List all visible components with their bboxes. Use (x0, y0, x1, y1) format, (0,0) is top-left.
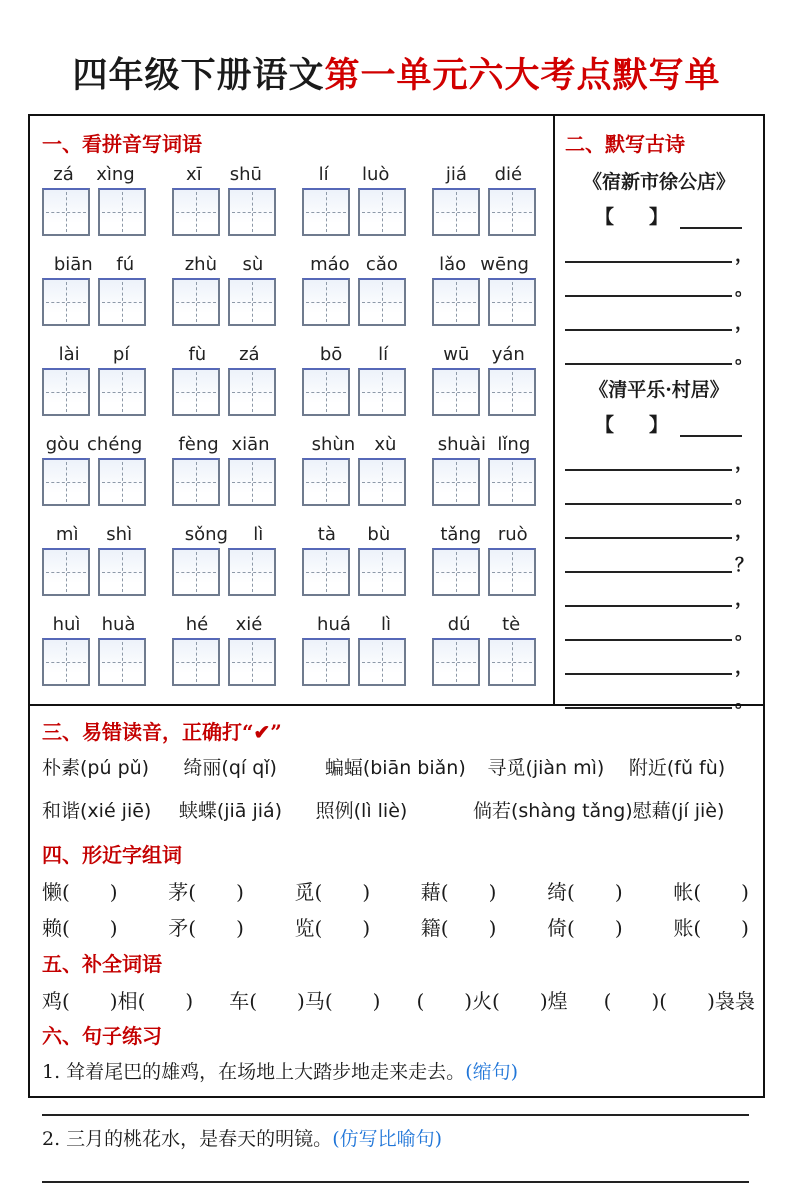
pinyin-syllable: huá (317, 614, 351, 635)
similar-char-row (42, 876, 749, 905)
section-heading-pronounce: 三、易错读音，正确打“✔” (42, 720, 282, 744)
pronounce-word: 慰藉 (632, 800, 671, 822)
pinyin-syllables (172, 615, 276, 635)
pinyin-syllable: huà (101, 614, 136, 635)
pinyin-word-pair (172, 345, 276, 416)
pinyin-syllables (42, 435, 146, 455)
pinyin-syllables (302, 615, 406, 635)
pinyin-row (42, 255, 543, 326)
poem-line-punctuation: 。 (735, 623, 753, 644)
pinyin-syllables (172, 345, 276, 365)
pinyin-syllable: sù (242, 254, 264, 275)
pinyin-syllable: wēng (480, 254, 529, 275)
pronounce-word: 绮丽 (183, 757, 222, 779)
pinyin-syllables (302, 345, 406, 365)
pronounce-item (183, 753, 324, 780)
pinyin-syllable: shùn (311, 434, 356, 455)
pinyin-syllables (42, 255, 146, 275)
writing-boxes (42, 368, 146, 416)
pinyin-syllable: zhù (184, 254, 217, 275)
pinyin-syllables (172, 165, 276, 185)
pinyin-syllable: xù (374, 434, 397, 455)
poem-blank-line (565, 347, 732, 365)
pinyin-word-pair (432, 165, 536, 236)
poem-block (565, 375, 753, 712)
similar-char-item: 绮( ) (547, 880, 623, 904)
poem-line-punctuation: ， (735, 313, 753, 334)
writing-grid-box (98, 368, 146, 416)
similar-char-item: 览( ) (294, 916, 371, 940)
pronounce-item (633, 796, 749, 823)
pronounce-word: 和谐 (42, 800, 81, 822)
poem-blank-line-row (565, 279, 753, 300)
pronounce-options: (qí qǐ) (221, 757, 277, 779)
pinyin-syllables (42, 525, 146, 545)
pronounce-options: (pú pǔ) (80, 757, 150, 779)
sentence-annotation: (仿写比喻句) (332, 1128, 443, 1150)
sentence-practice-items (42, 1057, 749, 1183)
pinyin-syllable: lài (58, 344, 80, 365)
writing-boxes (172, 278, 276, 326)
poem-title: 《清平乐·村居》 (589, 379, 729, 401)
similar-char-row (42, 912, 749, 941)
writing-grid-box (172, 188, 220, 236)
similar-char-item: 藉( ) (420, 880, 497, 904)
writing-grid-box (98, 458, 146, 506)
pinyin-syllable: xìng (96, 164, 135, 185)
writing-boxes (432, 368, 536, 416)
writing-grid-box (42, 278, 90, 326)
poem-blank-line-row (565, 347, 753, 368)
poem-line-punctuation: ， (735, 453, 753, 474)
writing-grid-box (432, 548, 480, 596)
sentence-item (42, 1057, 749, 1084)
writing-grid-box (488, 458, 536, 506)
similar-char-rows (42, 876, 749, 941)
writing-grid-box (302, 638, 350, 686)
page-title-red: 第一单元六大考点默写单 (324, 55, 721, 96)
pinyin-syllables (302, 435, 406, 455)
pinyin-syllable: hé (185, 614, 209, 635)
pinyin-syllable: fú (116, 254, 135, 275)
similar-char-item: 赖( ) (42, 916, 118, 940)
poem-blank-line (565, 245, 732, 263)
similar-char-item: 茅( ) (168, 880, 244, 904)
pronounce-options: (xié jiē) (80, 800, 152, 822)
writing-grid-box (432, 278, 480, 326)
pinyin-word-pair (172, 435, 276, 506)
pinyin-syllable: lí (378, 344, 389, 365)
section-heading-complete-words: 五、补全词语 (42, 952, 162, 976)
pinyin-word-pair (302, 345, 406, 416)
writing-grid-box (432, 188, 480, 236)
similar-char-item: 帐( ) (673, 880, 749, 904)
pinyin-syllable: shū (229, 164, 262, 185)
sentence-number: 2. (42, 1128, 67, 1150)
pinyin-syllable: xiān (231, 434, 270, 455)
bottom-area (30, 704, 763, 1191)
writing-grid-box (358, 548, 406, 596)
section-heading-pinyin: 一、看拼音写词语 (42, 132, 202, 156)
writing-grid-box (358, 278, 406, 326)
poem-blank-line-row (565, 487, 753, 508)
pinyin-syllable: lì (380, 614, 391, 635)
writing-grid-box (98, 188, 146, 236)
poem-blank-line-row (565, 555, 753, 576)
writing-grid-box (228, 638, 276, 686)
writing-boxes (42, 548, 146, 596)
pinyin-syllable: tà (317, 524, 336, 545)
writing-boxes (302, 638, 406, 686)
pinyin-syllable: fèng (178, 434, 219, 455)
pinyin-syllable: lǎo (439, 254, 467, 275)
writing-grid-box (42, 458, 90, 506)
pinyin-syllables (302, 525, 406, 545)
pinyin-word-pair (42, 255, 146, 326)
pronounce-rows (42, 753, 749, 823)
pinyin-syllable: pí (112, 344, 130, 365)
pronounce-word: 照例 (315, 800, 354, 822)
writing-grid-box (228, 548, 276, 596)
writing-grid-box (358, 638, 406, 686)
pronounce-options: (shàng tǎng) (510, 800, 633, 822)
pronounce-word: 寻觅 (487, 757, 526, 779)
poem-blank-line (565, 589, 732, 607)
poem-line-punctuation: ？ (735, 555, 753, 576)
pinyin-syllable: tè (502, 614, 521, 635)
pinyin-word-pair (42, 345, 146, 416)
pinyin-syllable: tǎng (440, 524, 482, 545)
pinyin-syllables (432, 435, 536, 455)
similar-char-item: 倚( ) (547, 916, 623, 940)
poem-line-punctuation: 。 (735, 347, 753, 368)
section-heading-sentence-practice: 六、句子练习 (42, 1024, 162, 1048)
section-heading-similar-chars: 四、形近字组词 (42, 843, 182, 867)
pinyin-syllable: sǒng (184, 524, 228, 545)
writing-grid-box (302, 188, 350, 236)
pinyin-syllables (432, 165, 536, 185)
pinyin-syllables (42, 615, 146, 635)
writing-boxes (42, 458, 146, 506)
writing-boxes (172, 638, 276, 686)
poem-blank-line (565, 521, 732, 539)
pinyin-syllables (172, 435, 276, 455)
writing-grid-box (228, 188, 276, 236)
pinyin-word-pair (302, 435, 406, 506)
pinyin-syllable: zá (239, 344, 260, 365)
poem-blank-line-row (565, 521, 753, 542)
pinyin-syllable: lǐng (497, 434, 531, 455)
pinyin-syllables (172, 255, 276, 275)
poem-blank-line (565, 623, 732, 641)
complete-word-item: 车( )马( ) (229, 989, 381, 1013)
complete-words-row (42, 985, 755, 1014)
answer-blank-line (42, 1153, 749, 1183)
pinyin-syllables (432, 255, 536, 275)
pinyin-word-pair (42, 525, 146, 596)
writing-grid-box (172, 638, 220, 686)
writing-grid-box (172, 368, 220, 416)
pronounce-item (316, 796, 473, 823)
pinyin-word-pair (432, 345, 536, 416)
complete-word-item: 鸡( )相( ) (42, 989, 194, 1013)
pinyin-syllable: huì (52, 614, 81, 635)
pronounce-options: (lì liè) (353, 800, 408, 822)
writing-grid-box (98, 278, 146, 326)
pinyin-syllable: xié (235, 614, 263, 635)
pinyin-word-pair (302, 165, 406, 236)
pinyin-syllable: luò (361, 164, 390, 185)
pinyin-syllable: wū (443, 344, 470, 365)
author-blank-line (680, 415, 742, 437)
pinyin-word-pair (172, 165, 276, 236)
poem-blank-line (565, 555, 732, 573)
poems-area (565, 167, 753, 712)
poem-line-punctuation: 。 (735, 279, 753, 300)
pinyin-syllable: gòu (45, 434, 80, 455)
pinyin-word-pair (432, 255, 536, 326)
pinyin-syllables (432, 615, 536, 635)
pronounce-word: 朴素 (42, 757, 81, 779)
pinyin-word-pair (302, 525, 406, 596)
pinyin-syllable: shuài (437, 434, 486, 455)
writing-boxes (172, 458, 276, 506)
pronounce-item (325, 753, 488, 780)
pinyin-syllable: bō (319, 344, 343, 365)
writing-boxes (302, 188, 406, 236)
poem-blank-line (565, 313, 732, 331)
writing-grid-box (432, 458, 480, 506)
writing-boxes (42, 278, 146, 326)
poem-block (565, 167, 753, 368)
similar-char-item: 账( ) (673, 916, 749, 940)
writing-grid-box (358, 458, 406, 506)
pronounce-word: 附近 (628, 757, 667, 779)
pinyin-syllable: cǎo (365, 254, 398, 275)
pinyin-syllable: xī (186, 164, 202, 185)
similar-char-item: 矛( ) (168, 916, 244, 940)
poem-blank-line-row (565, 245, 753, 266)
writing-boxes (172, 368, 276, 416)
pinyin-row (42, 525, 543, 596)
pinyin-row (42, 435, 543, 506)
writing-grid-box (98, 548, 146, 596)
writing-grid-box (172, 278, 220, 326)
poem-line-punctuation: 。 (735, 691, 753, 712)
pinyin-syllable: bù (367, 524, 391, 545)
writing-grid-box (358, 188, 406, 236)
poem-blank-line (565, 453, 732, 471)
writing-boxes (172, 548, 276, 596)
pinyin-word-pair (302, 255, 406, 326)
writing-grid-box (302, 368, 350, 416)
answer-blank-line (42, 1086, 749, 1116)
sentence-text: 耸着尾巴的雄鸡，在场地上大踏步地走来走去。 (66, 1061, 466, 1083)
pinyin-syllable: mì (55, 524, 79, 545)
writing-grid-box (42, 548, 90, 596)
poem-blank-line-row (565, 313, 753, 334)
worksheet-frame (28, 114, 765, 1150)
sentence-number: 1. (42, 1061, 67, 1083)
pinyin-syllable: chéng (87, 434, 143, 455)
writing-grid-box (42, 638, 90, 686)
writing-grid-box (302, 548, 350, 596)
pronounce-item (42, 753, 183, 780)
pinyin-word-pair (172, 615, 276, 686)
pinyin-syllables (302, 255, 406, 275)
similar-char-item: 懒( ) (42, 880, 118, 904)
writing-boxes (302, 548, 406, 596)
writing-grid-box (98, 638, 146, 686)
poem-line-punctuation: 。 (735, 487, 753, 508)
pronounce-row (42, 796, 749, 823)
pinyin-syllable: lí (318, 164, 329, 185)
writing-boxes (432, 548, 536, 596)
writing-boxes (302, 458, 406, 506)
pronounce-word: 蝙蝠 (324, 757, 363, 779)
poem-line-punctuation: ， (735, 245, 753, 266)
pronounce-options: (jiàn mì) (525, 757, 605, 779)
writing-grid-box (172, 548, 220, 596)
pronounce-options: (fǔ fù) (666, 757, 726, 779)
similar-char-item: 觅( ) (294, 880, 371, 904)
writing-boxes (432, 278, 536, 326)
pinyin-syllable: ruò (497, 524, 528, 545)
sentence-text: 三月的桃花水，是春天的明镜。 (66, 1128, 333, 1150)
writing-boxes (302, 368, 406, 416)
pronounce-item (473, 796, 633, 823)
poem-author-row (595, 202, 753, 229)
pinyin-syllables (432, 345, 536, 365)
pinyin-row (42, 165, 543, 236)
writing-grid-box (228, 458, 276, 506)
poem-blank-line-row (565, 589, 753, 610)
poem-line-punctuation: ， (735, 589, 753, 610)
pinyin-syllables (432, 525, 536, 545)
pinyin-syllable: shì (106, 524, 133, 545)
writing-grid-box (42, 188, 90, 236)
pinyin-row (42, 615, 543, 686)
pinyin-word-pair (432, 435, 536, 506)
pinyin-syllable: máo (310, 254, 350, 275)
poem-blank-line-row (565, 453, 753, 474)
pinyin-syllables (42, 345, 146, 365)
complete-word-item: ( )( )袅袅 (603, 989, 755, 1013)
writing-grid-box (488, 368, 536, 416)
writing-boxes (42, 188, 146, 236)
writing-boxes (172, 188, 276, 236)
pinyin-syllable: jiá (445, 164, 467, 185)
writing-grid-box (432, 638, 480, 686)
pinyin-word-pair (432, 615, 536, 686)
writing-grid-box (488, 638, 536, 686)
pronounce-item (487, 753, 628, 780)
poem-blank-line-row (565, 623, 753, 644)
section-heading-poems: 二、默写古诗 (565, 132, 685, 156)
pinyin-syllables (172, 525, 276, 545)
pronounce-item (179, 796, 316, 823)
pinyin-syllable: biān (53, 254, 93, 275)
pinyin-syllable: yán (491, 344, 525, 365)
pinyin-syllables (302, 165, 406, 185)
dynasty-brackets: 【 】 (595, 206, 677, 228)
writing-boxes (432, 188, 536, 236)
page-title-black: 四年级下册语文 (72, 55, 325, 96)
writing-grid-box (172, 458, 220, 506)
sentence-item (42, 1124, 749, 1151)
pinyin-syllable: dié (494, 164, 523, 185)
pronounce-row (42, 753, 749, 780)
top-area (30, 116, 763, 712)
pinyin-syllable: lì (253, 524, 264, 545)
pinyin-syllable: dú (447, 614, 471, 635)
pinyin-word-pair (172, 255, 276, 326)
section-poem-dictation (555, 116, 763, 712)
pinyin-word-pair (432, 525, 536, 596)
writing-boxes (432, 458, 536, 506)
pronounce-item (629, 753, 749, 780)
pinyin-syllable: fù (188, 344, 207, 365)
pinyin-grid-area (42, 165, 543, 686)
pronounce-options: (jiā jiá) (216, 800, 283, 822)
pinyin-row (42, 345, 543, 416)
sentence-annotation: (缩句) (465, 1061, 519, 1083)
pronounce-word: 倘若 (472, 800, 511, 822)
pinyin-word-pair (42, 165, 146, 236)
pinyin-syllable: zá (53, 164, 74, 185)
similar-char-item: 籍( ) (420, 916, 497, 940)
pronounce-word: 蛱蝶 (178, 800, 217, 822)
poem-title: 《宿新市徐公店》 (582, 171, 735, 193)
complete-word-item: ( )火( )煌 (416, 989, 568, 1013)
writing-grid-box (488, 278, 536, 326)
pinyin-word-pair (42, 615, 146, 686)
poem-blank-line (565, 657, 732, 675)
section-pinyin-words (30, 116, 555, 704)
poem-author-row (595, 410, 753, 437)
pinyin-word-pair (172, 525, 276, 596)
writing-grid-box (228, 278, 276, 326)
pinyin-word-pair (302, 615, 406, 686)
pronounce-options: (jí jiè) (670, 800, 725, 822)
pronounce-options: (biān biǎn) (362, 757, 466, 779)
writing-grid-box (228, 368, 276, 416)
writing-grid-box (302, 278, 350, 326)
pinyin-word-pair (42, 435, 146, 506)
poem-blank-line (565, 279, 732, 297)
poem-blank-line-row (565, 657, 753, 678)
writing-boxes (302, 278, 406, 326)
poem-line-punctuation: ， (735, 521, 753, 542)
writing-boxes (432, 638, 536, 686)
poem-blank-line (565, 487, 732, 505)
writing-grid-box (302, 458, 350, 506)
dynasty-brackets: 【 】 (595, 414, 677, 436)
writing-grid-box (358, 368, 406, 416)
author-blank-line (680, 207, 742, 229)
writing-grid-box (488, 548, 536, 596)
pronounce-item (42, 796, 179, 823)
writing-grid-box (432, 368, 480, 416)
page-title (28, 48, 765, 98)
poem-line-punctuation: ， (735, 657, 753, 678)
writing-grid-box (42, 368, 90, 416)
writing-grid-box (488, 188, 536, 236)
pinyin-syllables (42, 165, 146, 185)
writing-boxes (42, 638, 146, 686)
